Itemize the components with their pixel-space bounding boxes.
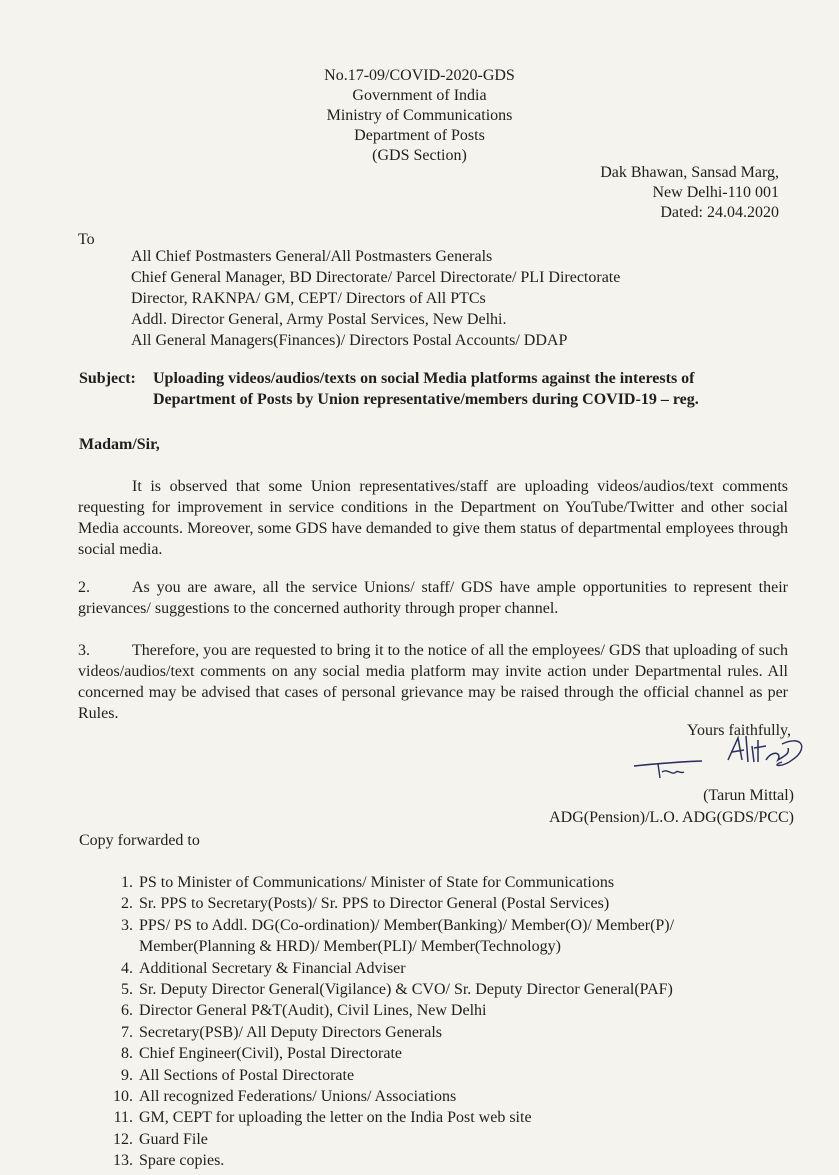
list-number: 12.: [113, 1130, 133, 1148]
list-text: GM, CEPT for uploading the letter on the India Post web site: [139, 1109, 532, 1127]
list-item: [105, 1043, 674, 1064]
paragraph-2: [78, 577, 788, 619]
recipient-line: All Chief Postmasters General/All Postmasters Generals: [131, 248, 493, 265]
recipient-line: All General Managers(Finances)/ Directors Postal Accounts/ DDAP: [131, 332, 568, 349]
paragraph-2-number: 2.: [78, 579, 90, 596]
list-item: [105, 1022, 674, 1043]
list-item: [105, 1000, 674, 1021]
copy-list: [105, 872, 674, 1172]
recipient-line: Director, RAKNPA/ GM, CEPT/ Directors of All PTCs: [131, 290, 486, 307]
subject-line-2: Department of Posts by Union representative/members during COVID-19 – reg.: [153, 391, 699, 408]
salutation: Madam/Sir,: [79, 436, 160, 453]
list-number: 2.: [121, 895, 133, 913]
list-number: 13.: [113, 1152, 133, 1170]
list-number: 7.: [121, 1023, 133, 1041]
paragraph-1: [78, 476, 788, 560]
paragraph-3: [78, 640, 788, 724]
subject-label: Subject:: [79, 370, 136, 387]
list-text: Spare copies.: [139, 1152, 225, 1170]
signatory-name: (Tarun Mittal): [703, 787, 794, 804]
list-item: [105, 1107, 674, 1128]
copy-heading: Copy forwarded to: [79, 832, 200, 849]
list-item: [105, 958, 674, 979]
list-item: [105, 1129, 674, 1150]
closing: Yours faithfully,: [686, 722, 791, 739]
list-item: [105, 1150, 674, 1171]
list-number: 4.: [121, 959, 133, 977]
list-number: 5.: [121, 981, 133, 999]
letter-header: [0, 66, 839, 166]
list-number: 8.: [121, 1045, 133, 1063]
list-text: All Sections of Postal Directorate: [139, 1066, 355, 1084]
to-label: To: [78, 231, 95, 248]
letter-date: Dated: 24.04.2020: [660, 204, 779, 221]
paragraph-1-text: It is observed that some Union representatives/staff are uploading videos/audios/text comments requesting for improvement in service conditions in the Department on YouTube/Twitter and other social Media accounts. Moreover, some GDS have demanded to give them status of departmental employees through social media.: [78, 478, 788, 558]
list-number: 11.: [113, 1109, 133, 1127]
list-item: [105, 1065, 674, 1086]
list-item: [105, 979, 674, 1000]
sender-address: [600, 163, 779, 223]
list-number: 1.: [121, 874, 133, 891]
section-name: (GDS Section): [372, 147, 467, 164]
list-text: Sr. Deputy Director General(Vigilance) & CVO/ Sr. Deputy Director General(PAF): [139, 981, 673, 999]
list-item: [105, 1086, 674, 1107]
paragraph-2-text: As you are aware, all the service Unions/ staff/ GDS have ample opportunities to represent their grievances/ suggestions to the concerned authority through proper channel.: [78, 579, 788, 617]
list-text: All recognized Federations/ Unions/ Associations: [139, 1088, 457, 1106]
list-text: Secretary(PSB)/ All Deputy Directors Generals: [139, 1023, 443, 1041]
list-text: Additional Secretary & Financial Adviser: [139, 959, 406, 977]
list-text: PPS/ PS to Addl. DG(Co-ordination)/ Member(Banking)/ Member(O)/ Member(P)/: [139, 916, 675, 934]
recipient-line: Chief General Manager, BD Directorate/ Parcel Directorate/ PLI Directorate: [131, 269, 621, 286]
list-number: 9.: [121, 1066, 133, 1084]
signatory-designation: ADG(Pension)/L.O. ADG(GDS/PCC): [549, 809, 794, 826]
list-text: Director General P&T(Audit), Civil Lines, New Delhi: [139, 1002, 487, 1020]
list-number: 3.: [121, 916, 133, 934]
list-text: PS to Minister of Communications/ Minister of State for Communications: [139, 874, 615, 891]
subject-line-1: Uploading videos/audios/texts on social Media platforms against the interests of: [153, 370, 695, 387]
subject-block: [79, 368, 791, 410]
list-text: Chief Engineer(Civil), Postal Directorate: [139, 1045, 403, 1063]
list-item: [105, 915, 674, 936]
list-number: 10.: [113, 1088, 133, 1106]
address-line-1: Dak Bhawan, Sansad Marg,: [600, 164, 779, 181]
reference-number: No.17-09/COVID-2020-GDS: [324, 67, 515, 84]
list-item: [105, 893, 674, 914]
government-name: Government of India: [352, 87, 487, 104]
recipient-line: Addl. Director General, Army Postal Services, New Delhi.: [131, 311, 507, 328]
address-line-2: New Delhi-110 001: [652, 184, 779, 201]
recipient-list: [131, 246, 620, 351]
department-name: Department of Posts: [354, 127, 485, 144]
list-number: 6.: [121, 1002, 133, 1020]
list-item-continuation: Member(Planning & HRD)/ Member(PLI)/ Member(Technology): [139, 938, 561, 956]
ministry-name: Ministry of Communications: [326, 107, 513, 124]
list-text: Guard File: [139, 1130, 208, 1148]
list-text: Sr. PPS to Secretary(Posts)/ Sr. PPS to Director General (Postal Services): [139, 895, 610, 913]
handwritten-signature: [632, 726, 807, 782]
paragraph-3-text: Therefore, you are requested to bring it to the notice of all the employees/ GDS that uploading of such videos/audios/text comments on any social media platform may invite action under Departmental rules. All concerned may be advised that cases of personal grievance may be raised through the official channel as per Rules.: [78, 642, 788, 722]
paragraph-3-number: 3.: [78, 642, 90, 659]
list-item: [105, 872, 674, 893]
